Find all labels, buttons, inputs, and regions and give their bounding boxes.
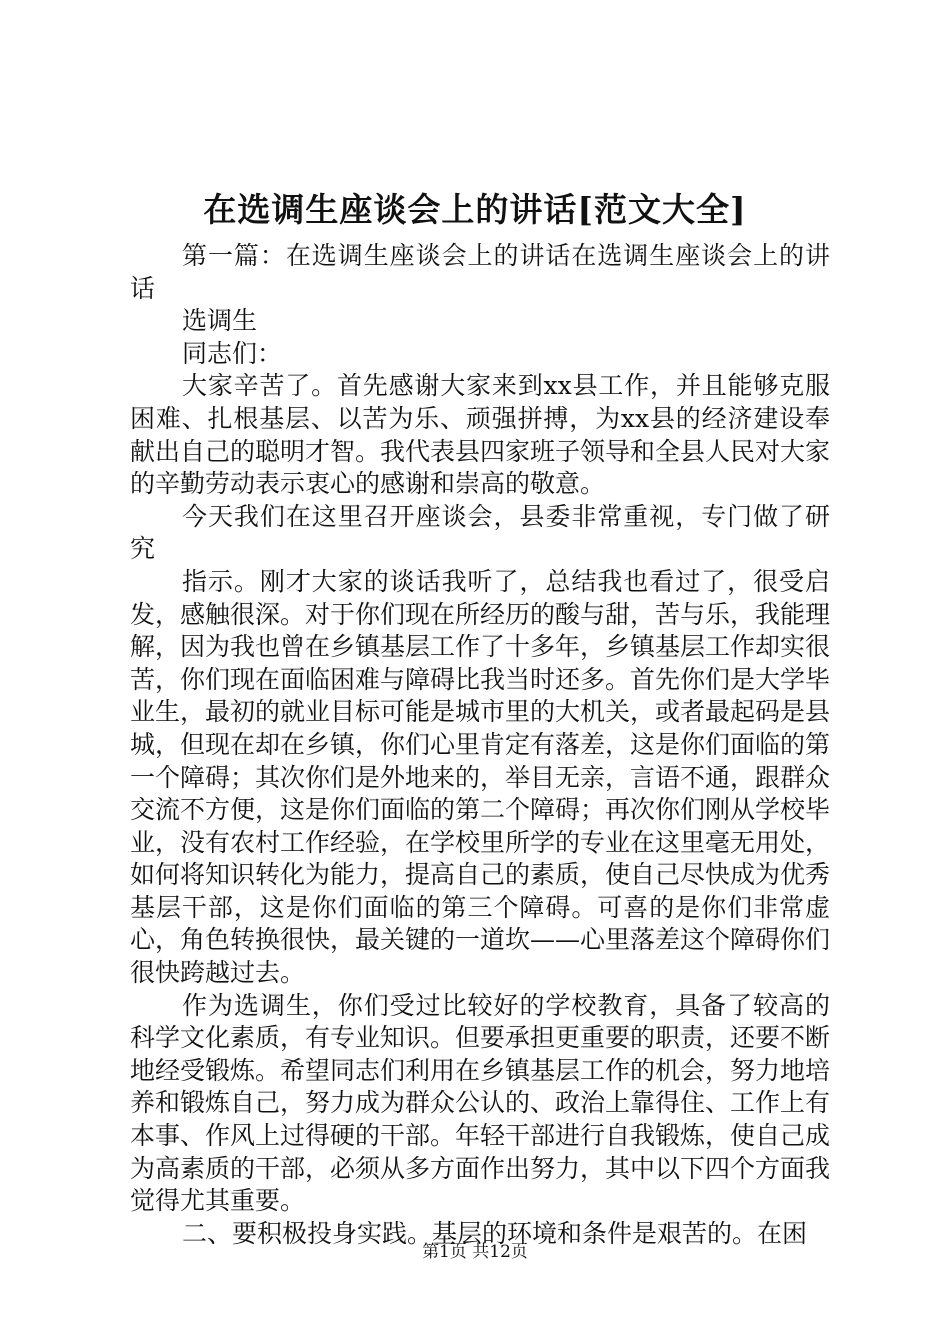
paragraph: 今天我们在这里召开座谈会，县委非常重视，专门做了研究 xyxy=(130,501,830,564)
document-title: 在选调生座谈会上的讲话[范文大全] xyxy=(203,190,747,229)
paragraph: 指示。刚才大家的谈话我听了，总结我也看过了，很受启发，感触很深。对于你们现在所经历的酸与甜，苦与乐，我能理解，因为我也曾在乡镇基层工作了十多年，乡镇基层工作却实很苦，你们现在面临困难与障碍比我当时还多。首先你们是大学毕业生，最初的就业目标可能是城市里的大机关，或者最起码是县城，但现在却在乡镇，你们心里肯定有落差，这是你们面临的第一个障碍；其次你们是外地来的，举目无亲，言语不通，跟群众交流不方便，这是你们面临的第二个障碍；再次你们刚从学校毕业，没有农村工作经验，在学校里所学的专业在这里毫无用处，如何将知识转化为能力，提高自己的素质，使自己尽快成为优秀基层干部，这是你们面临的第三个障碍。可喜的是你们非常虚心，角色转换很快，最关键的一道坎——心里落差这个障碍你们很快跨越过去。 xyxy=(130,566,831,988)
paragraph: 大家辛苦了。首先感谢大家来到xx县工作，并且能够克服困难、扎根基层、以苦为乐、顽强拼搏，为xx县的经济建设奉献出自己的聪明才智。我代表县四家班子领导和全县人民对大家的辛勤劳动表示衷心的感谢和崇高的敬意。 xyxy=(130,371,831,499)
page-footer: 第1页 共12页 xyxy=(422,1242,528,1262)
paragraph: 作为选调生，你们受过比较好的学校教育，具备了较高的科学文化素质，有专业知识。但要承担更重要的职责，还要不断地经受锻炼。希望同志们利用在乡镇基层工作的机会，努力地培养和锻炼自己，努力成为群众公认的、政治上靠得住、工作上有本事、作风上过得硬的干部。年轻干部进行自我锻炼，使自己成为高素质的干部，必须从多方面作出努力，其中以下四个方面我觉得尤其重要。 xyxy=(130,990,831,1216)
paragraph-subtitle: 选调生 xyxy=(182,306,258,336)
paragraph: 二、要积极投身实践。基层的环境和条件是艰苦的。在困 xyxy=(182,1218,808,1248)
paragraph-salutation: 同志们： xyxy=(182,338,283,368)
document-body xyxy=(130,240,830,1250)
paragraph-heading: 第一篇：在选调生座谈会上的讲话在选调生座谈会上的讲话 xyxy=(130,241,830,303)
